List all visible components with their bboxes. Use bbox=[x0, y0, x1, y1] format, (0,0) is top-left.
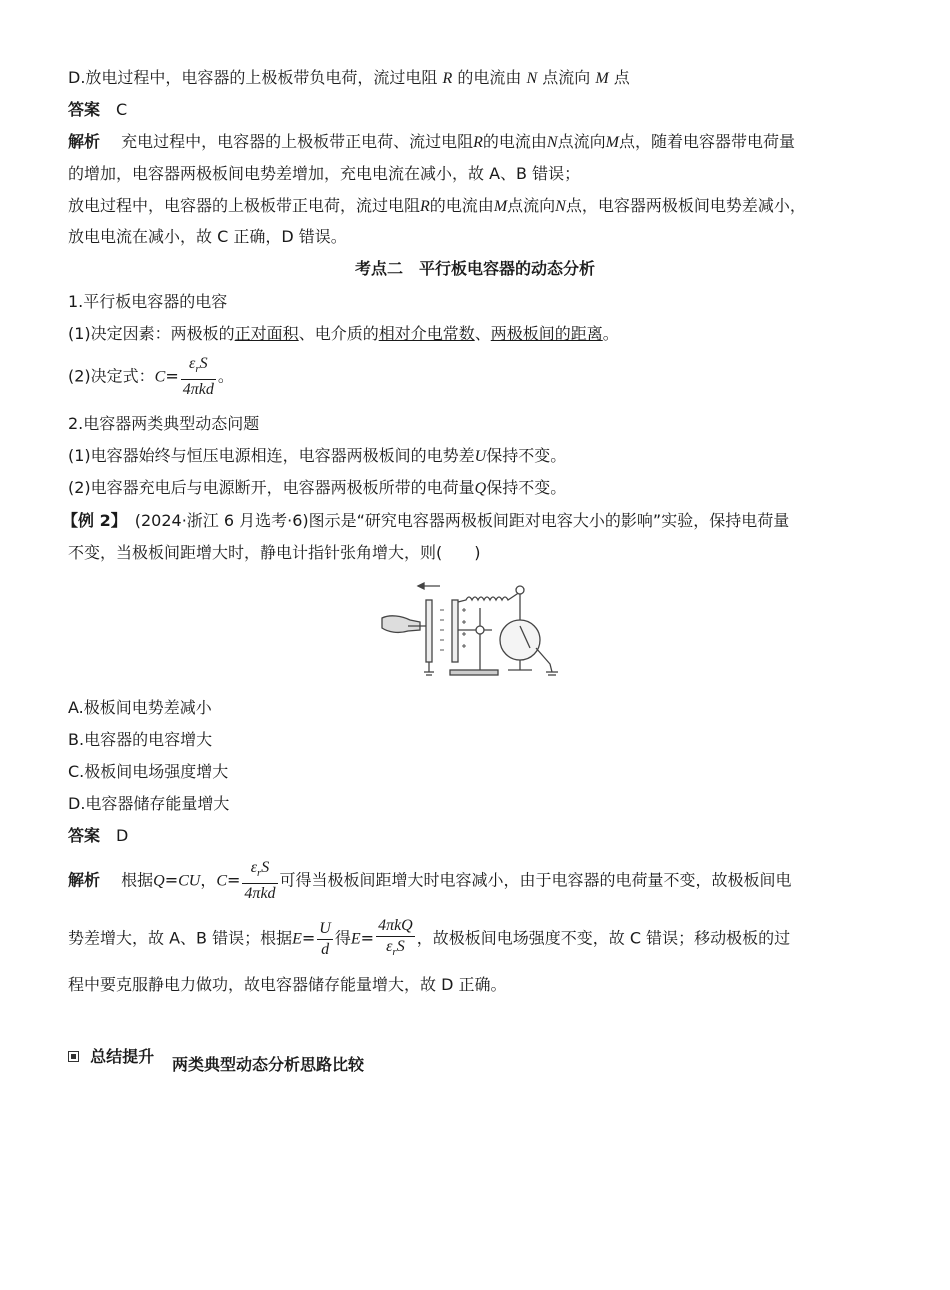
item-2-title: 2.电容器两类典型动态问题 bbox=[68, 414, 260, 433]
electrometer-experiment-figure bbox=[380, 578, 575, 680]
field-fraction-kq: $\frac{\text{4πkQ}}{\varepsilon_rS}$ bbox=[378, 917, 413, 959]
summary-box-icon bbox=[68, 1051, 79, 1062]
analysis-2-line-2: 势差增大，故 A、B 错误；根据E= $\frac{U}{d}$ 得E= $\frac{\text{4πkQ}}{\varepsilon_rS}$ ，故极板间电场强度不变，故 C 错误；移动极板的过 bbox=[68, 916, 790, 962]
example-2-line-2: 不变，当极板间距增大时，静电计指针张角增大，则( ) bbox=[68, 543, 481, 562]
summary-subtitle: 两类典型动态分析思路比较 bbox=[172, 1055, 365, 1074]
capacitance-fraction: $\frac{\varepsilon_rS}{\text{4πkd}}$ bbox=[182, 355, 214, 399]
answer-2: 答案 D bbox=[68, 826, 129, 845]
hand-icon bbox=[382, 616, 420, 633]
electrometer-ball bbox=[516, 586, 524, 594]
option-b: B.电容器的电容增大 bbox=[68, 730, 213, 749]
option-d: D.电容器储存能量增大 bbox=[68, 794, 230, 813]
option-a: A.极板间电势差减小 bbox=[68, 698, 212, 717]
option-c: C.极板间电场强度增大 bbox=[68, 762, 229, 781]
example-2-line-1: 【例 2】 (2024·浙江 6 月选考·6)图示是“研究电容器两极板间距对电容大小的影响”实验，保持电荷量 bbox=[62, 511, 790, 530]
summary-heading bbox=[68, 1044, 154, 1067]
stand-base bbox=[450, 670, 498, 675]
field-fraction-ud: $\frac{U}{d}$ bbox=[319, 919, 331, 958]
analysis-1-line-1: 解析 充电过程中，电容器的上极板带正电荷、流过电阻R的电流由N点流向M点，随着电容器带电荷量 bbox=[68, 132, 795, 151]
item-1-title: 1.平行板电容器的电容 bbox=[68, 292, 228, 311]
coil-wire bbox=[458, 592, 520, 602]
capacitance-fraction-2: $\frac{\varepsilon_rS}{\text{4πkd}}$ bbox=[244, 859, 276, 903]
analysis-1-line-3: 放电过程中，电容器的上极板带正电荷，流过电阻R的电流由M点流向N点，电容器两极板间电势差减小， bbox=[68, 196, 806, 215]
intro-option-d: D.放电过程中，电容器的上极板带负电荷，流过电阻 R 的电流由 N 点流向 M 点 bbox=[68, 68, 630, 87]
item-2-case-2: (2)电容器充电后与电源断开，电容器两极板所带的电荷量Q保持不变。 bbox=[68, 478, 567, 497]
right-plate bbox=[452, 600, 458, 662]
item-1-formula: (2)决定式：C= $\frac{\varepsilon_rS}{\text{4πkd}}$ 。 bbox=[68, 355, 234, 399]
answer-1: 答案 C bbox=[68, 100, 128, 119]
analysis-2-line-3: 程中要克服静电力做功，故电容器储存能量增大，故 D 正确。 bbox=[68, 975, 507, 994]
arrow-head-icon bbox=[418, 583, 424, 589]
section-title: 考点二 平行板电容器的动态分析 bbox=[354, 259, 595, 278]
left-plate bbox=[426, 600, 432, 662]
analysis-1-line-2: 的增加，电容器两极板间电势差增加，充电电流在减小，故 A、B 错误； bbox=[68, 164, 581, 183]
summary-label: 总结提升 bbox=[90, 1047, 155, 1066]
analysis-2-line-1: 解析 根据Q=CU，C= $\frac{\varepsilon_rS}{\text{4πkd}}$ 可得当极板间距增大时电容减小，由于电容器的电荷量不变，故极板间电 bbox=[68, 859, 792, 903]
item-1-factors: (1)决定因素：两极板的正对面积、电介质的相对介电常数、两极板间的距离。 bbox=[68, 324, 619, 343]
item-2-case-1: (1)电容器始终与恒压电源相连，电容器两极板间的电势差U保持不变。 bbox=[68, 446, 567, 465]
analysis-1-line-4: 放电电流在减小，故 C 正确，D 错误。 bbox=[68, 227, 347, 246]
